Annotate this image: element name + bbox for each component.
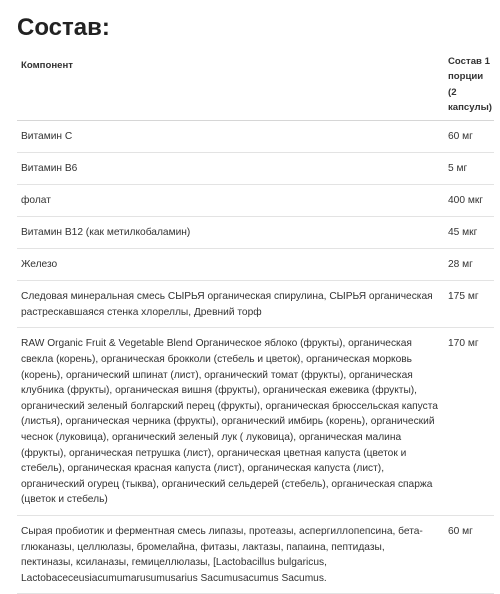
- table-row: [17, 217, 494, 249]
- table-row: [17, 249, 494, 281]
- component-amount: 60 мг: [444, 515, 494, 593]
- component-amount: 400 мкг: [444, 185, 494, 217]
- page-title: Состав:: [17, 14, 110, 41]
- table-row: [17, 153, 494, 185]
- component-amount: 45 мкг: [444, 217, 494, 249]
- component-name: Витамин C: [17, 121, 444, 153]
- column-header-amount: Состав 1 порции (2 капсулы): [444, 50, 494, 121]
- table-header-row: [17, 50, 494, 121]
- component-amount: 170 мг: [444, 328, 494, 516]
- composition-table: [17, 50, 494, 594]
- component-name: Следовая минеральная смесь СЫРЬЯ органическая спирулина, СЫРЬЯ органическая растрескавшаяся стенка хлореллы, Древний торф: [17, 281, 444, 328]
- component-amount: 60 мг: [444, 121, 494, 153]
- table-row: [17, 328, 494, 516]
- component-amount: 5 мг: [444, 153, 494, 185]
- table-row: [17, 121, 494, 153]
- component-amount: 28 мг: [444, 249, 494, 281]
- component-name: RAW Organic Fruit & Vegetable Blend Органическое яблоко (фрукты), органическая свекла (корень), органическая брокколи (стебель и цветок), органическая морковь (корень), органический шпинат (лист), органический томат (фрукты), органическая клубника (фрукты), органическая вишня (фрукты), органическая ежевика (фрукты), органический зеленый болгарский перец (фрукты), органическая брюссельская капуста (листья), органическая черника (фрукты), органический имбирь (корень), органический чеснок (луковица), органический зеленый лук ( луковица), органическая малина (фрукты), органическая петрушка (лист), органическая цветная капуста (цветок и стебель), органическая красная капуста (лист), органическая капуста (лист), органический огурец (тыква), органический сельдерей (стебель), органическая спаржа (цветок и стебель): [17, 328, 444, 516]
- component-name: фолат: [17, 185, 444, 217]
- component-name: Витамин B12 (как метилкобаламин): [17, 217, 444, 249]
- component-name: Витамин B6: [17, 153, 444, 185]
- component-amount: 175 мг: [444, 281, 494, 328]
- component-name: Сырая пробиотик и ферментная смесь липазы, протеазы, аспергиллопепсина, бета-глюканазы, целлюлазы, бромелайна, фитазы, лактазы, папаина, пептидазы, пектиназы, ксиланазы, гемицеллюлазы, [Lactobacillus bulgaricus, Lactobaceceusiacumumarusumusarius Sacumusacumus Sacumus.: [17, 515, 444, 593]
- column-header-component: Компонент: [17, 50, 444, 121]
- table-row: [17, 281, 494, 328]
- table-row: [17, 185, 494, 217]
- table-row: [17, 515, 494, 593]
- component-name: Железо: [17, 249, 444, 281]
